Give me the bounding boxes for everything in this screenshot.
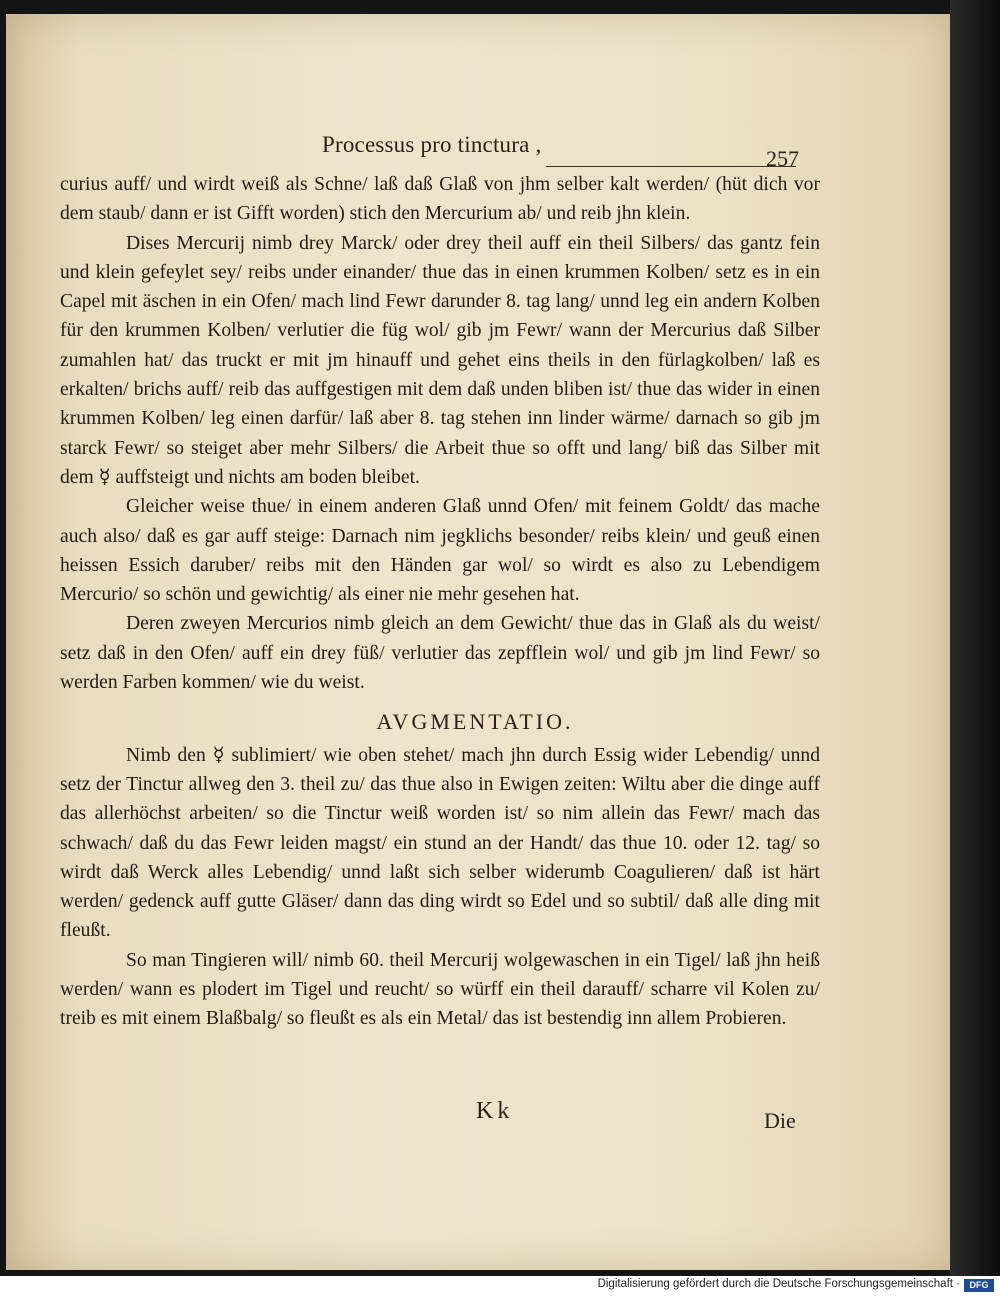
catchword: Die bbox=[764, 1108, 796, 1133]
scan-gutter bbox=[950, 0, 1000, 1276]
funding-credit: Digitalisierung gefördert durch die Deutsche Forschungsgemeinschaft · bbox=[597, 1278, 960, 1290]
paragraph-5: Nimb den ☿ sublimiert/ wie oben stehet/ mach jhn durch Essig wider Lebendig/ unnd setz der Tinctur allweg den 3. theil zu/ das thue also in Ewigen zeiten: Wiltu aber die dinge auff das allerhöchst arbeiten/ so die Tinctur weiß worden ist/ so nim allein das Fewr/ mach das schwach/ daß du das Fewr leiden magst/ ein stund an der Handt/ das thue 10. oder 12. tag/ so wirdt daß Werck alles Lebendig/ unnd laßt sich selber widerumb Coagulieren/ daß ist härt werden/ gedenck auff gutte Gläser/ dann das ding wirdt so Edel und so subtil/ daß alle ding mit fleußt. bbox=[60, 744, 820, 942]
section-heading: AVGMENTATIO. bbox=[376, 709, 574, 735]
paragraph-4: Deren zweyen Mercurios nimb gleich an dem Gewicht/ thue das in Glaß als du weist/ setz daß in den Ofen/ auff ein drey füß/ verlutier das zepfflein wol/ und gib jm lind Fewr/ so werden Farben kommen/ wie du weist. bbox=[60, 613, 820, 694]
dfg-logo-icon: DFG bbox=[964, 1279, 994, 1292]
signature-mark: Kk bbox=[476, 1098, 514, 1124]
page-header bbox=[6, 124, 950, 171]
book-page bbox=[6, 14, 950, 1270]
footer-bar bbox=[0, 1276, 1000, 1296]
page-foot bbox=[6, 1098, 950, 1138]
paragraph-3: Gleicher weise thue/ in einem anderen Glaß unnd Ofen/ mit feinem Goldt/ das mache auch also/ daß es gar auff steige: Darnach nim jegklichs besonder/ reibs klein/ und geuß einen heissen Essich daruber/ reibs mit den Händen gar wol/ so wirdt es also zu Lebendigem Mercurio/ so schön und gewichtig/ als einer nie mehr gesehen hat. bbox=[60, 496, 820, 606]
running-title: Processus pro tinctura , bbox=[322, 132, 542, 157]
page-number: 257 bbox=[766, 146, 799, 171]
text-block bbox=[60, 170, 820, 1034]
paragraph-1: curius auff/ und wirdt weiß als Schne/ laß daß Glaß von jhm selber kalt werden/ (hüt dich vor dem staub/ dann er ist Gifft worden) stich den Mercurium ab/ und reib jhn klein. bbox=[60, 174, 820, 225]
paragraph-2: Dises Mercurij nimb drey Marck/ oder drey theil auff ein theil Silbers/ das gantz fein und klein gefeylet sey/ reibs under einander/ thue das in einen krummen Kolben/ setz es in ein Capel mit äschen in ein Ofen/ mach lind Fewr darunder 8. tag lang/ unnd leg ein andern Kolben für den krummen Kolben/ verlutier die füg wol/ gib jm Fewr/ wann der Mercurius daß Silber zumahlen hat/ das truckt er mit jm hinauff und gehet eins theils in den fürlagkolben/ laß es erkalten/ brichs auff/ reib das auffgestigen mit dem daß unden bliben ist/ thue das wider in einen krummen Kolben/ leg einen darfür/ laß aber 8. tag stehen inn linder wärme/ darnach so gib jm starck Fewr/ so steiget aber mehr Silbers/ die Arbeit thue so offt und lang/ biß das Silber mit dem ☿ auffsteigt und nichts am boden bleibet. bbox=[60, 232, 820, 488]
paragraph-6: So man Tingieren will/ nimb 60. theil Mercurij wolgewaschen in ein Tigel/ laß jhn heiß werden/ wann es plodert im Tigel und reucht/ so würff ein theil darauff/ scharre vil Kolen zu/ treib es mit einem Blaßbalg/ so fleußt es als ein Metal/ das ist bestendig inn allem Probieren. bbox=[60, 949, 820, 1030]
header-rule bbox=[546, 166, 796, 167]
